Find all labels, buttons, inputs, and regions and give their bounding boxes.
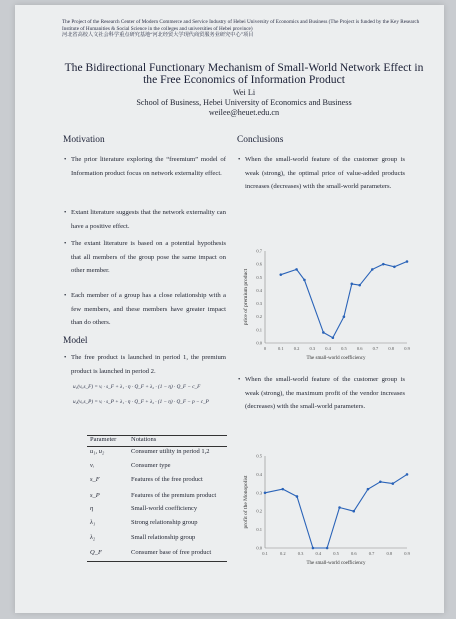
y-tick-label: 0.2 (256, 314, 262, 320)
data-point (332, 336, 335, 339)
x-tick-label: 0.2 (293, 346, 300, 351)
author-block (55, 88, 433, 118)
table-cell-symbol: vᵢ (90, 462, 94, 469)
data-point (382, 263, 385, 266)
y-axis-label: price of premium product (243, 268, 249, 326)
motivation-bullet-4-text: Each member of a group has a close relationship with a few members, and these members have greater impact than do others. (71, 292, 226, 326)
table-cell-symbol: λ₂ (90, 534, 96, 541)
x-axis-label: The small-world coefficiency (306, 561, 366, 566)
motivation-bullet-4: • Each member of a group has a close relationship with a few members, and these members have greater impact than do others. (64, 292, 226, 326)
x-tick-label: 0.8 (386, 551, 393, 556)
data-point (303, 279, 306, 282)
data-point (358, 284, 361, 287)
motivation-bullet-2-text: Extant literature suggests that the network externality can have a positive effect. (71, 209, 226, 230)
table-cell-description: Consumer type (131, 462, 171, 469)
data-point (392, 482, 395, 485)
x-tick-label: 0.9 (404, 551, 410, 556)
model-bullet-text: The free product is launched in period 1, the premium product is launched in period 2. (71, 354, 226, 375)
x-tick-label: 0.4 (315, 551, 322, 556)
profit-chart (237, 450, 417, 570)
motivation-bullet-3: • The extant literature is based on a potential hypothesis that all members of the group pose the same impact on other member. (64, 240, 226, 274)
x-tick-label: 0.7 (372, 346, 379, 351)
y-tick-label: 0.5 (256, 274, 262, 280)
motivation-bullet-3-text: The extant literature is based on a potential hypothesis that all members of the group pose the same impact on other member. (71, 240, 226, 274)
motivation-bullet-1-text: The prior literature exploring the “freemium” model of Information product focus on network externality effect. (71, 156, 226, 177)
y-tick-label: 0.1 (256, 327, 262, 333)
x-tick-label: 0.4 (325, 346, 331, 351)
motivation-bullet-1: • The prior literature exploring the “freemium” model of Information product focus on network externality effect. (64, 156, 226, 177)
x-tick-label: 0.1 (262, 551, 268, 556)
table-cell-description: Consumer utility in period 1,2 (131, 448, 210, 455)
data-point (406, 473, 409, 476)
y-tick-label: 0.5 (256, 453, 262, 459)
table-header-notations: Notations (131, 436, 157, 443)
x-tick-label: 0.5 (341, 346, 347, 351)
table-cell-description: Strong relationship group (131, 519, 198, 526)
series-line (281, 262, 407, 338)
table-row (87, 534, 227, 546)
table-cell-symbol: u₁, u₂ (90, 448, 105, 455)
table-cell-symbol: λ₁ (90, 519, 96, 526)
y-axis-label: profit of the Monopolist (243, 475, 249, 529)
data-point (296, 495, 299, 498)
data-point (279, 273, 282, 276)
x-axis-label: The small-world coefficiency (306, 356, 366, 361)
table-row (87, 492, 227, 504)
y-tick-label: 0.3 (256, 301, 262, 307)
table-header-parameter: Parameter (90, 436, 117, 443)
data-point (264, 492, 267, 495)
x-tick-label: 0.9 (404, 346, 410, 351)
table-cell-description: Features of the premium product (131, 492, 217, 499)
x-tick-label: 0.6 (350, 551, 357, 556)
equation-utility-period-1: u₁(vᵢ,s_F) = vᵢ · s_F + λ₁ · η · Q_F + λ₂ · (1 − η) · Q_F − c_F (73, 384, 201, 390)
data-point (367, 488, 370, 491)
data-point (326, 547, 329, 550)
y-tick-label: 0.4 (256, 287, 262, 293)
table-cell-symbol: Q_F (90, 549, 102, 556)
x-tick-label: 0.1 (277, 346, 284, 351)
x-tick-label: 0.6 (356, 346, 363, 351)
data-point (281, 488, 284, 491)
conclusion-bullet-1-text: When the small-world feature of the customer group is weak (strong), the optimal price of value-added products increases (decreases) with the small-world parameters. (245, 156, 405, 190)
table-cell-symbol: η (90, 505, 94, 512)
data-point (352, 510, 355, 513)
x-tick-label: 0.2 (279, 551, 286, 556)
table-cell-description: Small relationship group (131, 534, 196, 541)
x-tick-label: 0.3 (297, 551, 304, 556)
series-line (265, 474, 407, 548)
data-point (295, 268, 298, 271)
equation-utility-period-2: u₂(vᵢ,s_P) = vᵢ · s_P + λ₁ · η · Q_F + λ₂ · (1 − η) · Q_F − p − c_P (73, 399, 209, 405)
table-row (87, 462, 227, 474)
data-point (338, 506, 341, 509)
x-tick-label: 0.7 (368, 551, 375, 556)
sponsor-note (62, 19, 432, 39)
author-affiliation: School of Business, Hebei University of Economics and Business (136, 98, 352, 107)
table-cell-symbol: s_F (90, 476, 100, 483)
y-tick-label: 0.0 (256, 340, 262, 346)
paper-title (55, 62, 433, 86)
data-point (379, 480, 382, 483)
data-point (322, 331, 325, 334)
table-cell-description: Small-world coefficiency (131, 505, 198, 512)
poster (15, 5, 444, 613)
x-tick-label: 0.8 (388, 346, 395, 351)
conclusions-heading: Conclusions (237, 135, 284, 145)
y-tick-label: 0.7 (256, 248, 262, 254)
y-tick-label: 0.0 (256, 545, 262, 551)
data-point (406, 260, 409, 263)
title-line-2: the Free Economics of Information Product (143, 73, 345, 86)
x-tick-label: 0 (263, 346, 267, 351)
table-row (87, 519, 227, 531)
motivation-bullet-2: • Extant literature suggests that the network externality can have a positive effect. (64, 209, 226, 230)
author-email: weilee@heuet.edu.cn (208, 108, 280, 117)
table-header (87, 435, 227, 447)
table-row (87, 549, 227, 562)
conclusion-bullet-1: • When the small-world feature of the customer group is weak (strong), the optimal price of value-added products increases (decreases) with the small-world parameters. (238, 156, 405, 190)
x-tick-label: 0.3 (309, 346, 316, 351)
sponsor-chinese: 河北省高校人文社会科学重点研究基地“河北经贸大学现代商贸服务业研究中心”项目 (62, 32, 254, 39)
data-point (350, 283, 353, 286)
table-row (87, 448, 227, 460)
motivation-heading: Motivation (63, 135, 105, 145)
table-row (87, 476, 227, 488)
table-row (87, 505, 227, 517)
y-tick-label: 0.1 (256, 527, 262, 533)
conclusion-bullet-2: • When the small-world feature of the customer group is weak (strong), the maximum profit of the vendor increases (decreases) with the small-world parameters. (238, 376, 405, 410)
data-point (393, 265, 396, 268)
data-point (343, 315, 346, 318)
y-tick-label: 0.6 (256, 261, 262, 267)
model-heading: Model (63, 336, 88, 346)
table-cell-description: Features of the free product (131, 476, 203, 483)
y-tick-label: 0.4 (256, 471, 262, 477)
sponsor-english: The Project of the Research Center of Modern Commerce and Service Industry of Hebei University of Economics and Business (The Project is funded by the Key Research Institute of Humanities & Social Science in the colleges and universities of Hebei province) (62, 19, 420, 32)
author-name: Wei Li (232, 88, 256, 97)
price-chart (237, 245, 417, 365)
x-tick-label: 0.5 (333, 551, 339, 556)
data-point (312, 547, 315, 550)
title-line-1: The Bidirectional Functionary Mechanism of Small-World Network Effect in (64, 61, 424, 74)
table-cell-symbol: s_P (90, 492, 100, 499)
y-tick-label: 0.2 (256, 508, 262, 514)
data-point (371, 268, 374, 271)
model-bullet: • The free product is launched in period 1, the premium product is launched in period 2. (64, 354, 226, 375)
table-cell-description: Consumer base of free product (131, 549, 212, 556)
conclusion-bullet-2-text: When the small-world feature of the customer group is weak (strong), the maximum profit of the vendor increases (decreases) with the small-world parameters. (245, 376, 405, 410)
y-tick-label: 0.3 (256, 490, 262, 496)
